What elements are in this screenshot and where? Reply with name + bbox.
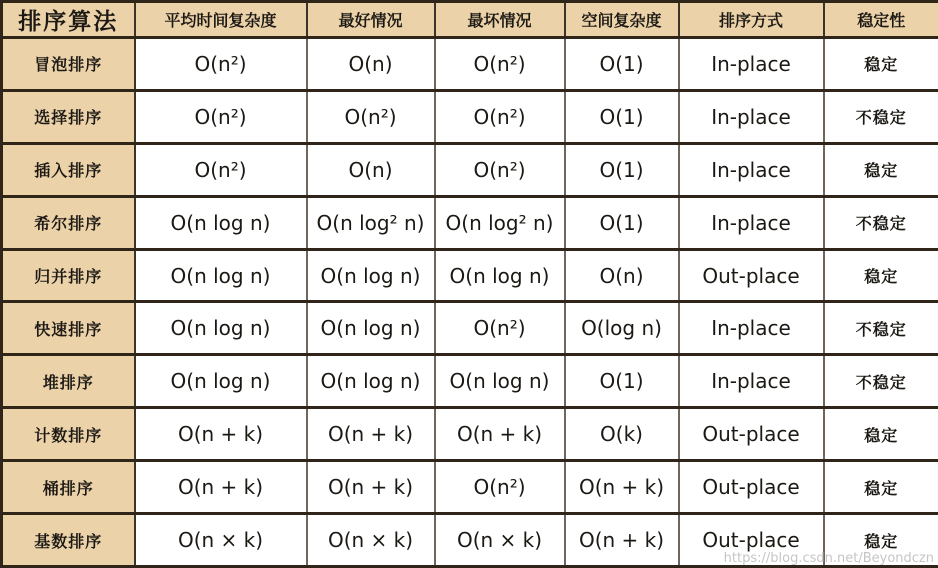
column-header-worst: 最坏情况 [435, 2, 565, 38]
cell-worst: O(n²) [435, 461, 565, 514]
cell-avg: O(n log n) [135, 196, 307, 249]
cell-stability: 稳定 [824, 461, 938, 514]
table-row [2, 514, 938, 567]
table-row [2, 355, 938, 408]
cell-stability: 稳定 [824, 38, 938, 91]
cell-stability: 稳定 [824, 143, 938, 196]
cell-method: Out-place [679, 249, 824, 302]
table-row [2, 38, 938, 91]
cell-name: 堆排序 [2, 355, 135, 408]
cell-avg: O(n²) [135, 143, 307, 196]
cell-best: O(n log² n) [307, 196, 435, 249]
cell-stability: 不稳定 [824, 355, 938, 408]
cell-space: O(1) [565, 143, 679, 196]
cell-best: O(n + k) [307, 461, 435, 514]
cell-avg: O(n²) [135, 38, 307, 91]
cell-worst: O(n²) [435, 302, 565, 355]
cell-worst: O(n log² n) [435, 196, 565, 249]
column-header-best: 最好情况 [307, 2, 435, 38]
cell-name: 希尔排序 [2, 196, 135, 249]
cell-name: 快速排序 [2, 302, 135, 355]
cell-worst: O(n × k) [435, 514, 565, 567]
cell-stability: 不稳定 [824, 196, 938, 249]
table-row [2, 408, 938, 461]
cell-avg: O(n × k) [135, 514, 307, 567]
table-row [2, 196, 938, 249]
cell-method: In-place [679, 302, 824, 355]
cell-worst: O(n²) [435, 38, 565, 91]
column-header-avg: 平均时间复杂度 [135, 2, 307, 38]
column-header-name: 排序算法 [2, 2, 135, 38]
cell-name: 冒泡排序 [2, 38, 135, 91]
watermark-url: https://blog.csdn.net/Beyondczn [723, 551, 934, 566]
cell-best: O(n) [307, 143, 435, 196]
table-body [2, 38, 938, 567]
cell-method: In-place [679, 38, 824, 91]
cell-method: Out-place [679, 461, 824, 514]
cell-space: O(1) [565, 355, 679, 408]
cell-name: 归并排序 [2, 249, 135, 302]
cell-best: O(n log n) [307, 355, 435, 408]
cell-name: 插入排序 [2, 143, 135, 196]
cell-space: O(n + k) [565, 461, 679, 514]
cell-worst: O(n²) [435, 143, 565, 196]
cell-avg: O(n + k) [135, 461, 307, 514]
header-row [2, 2, 938, 38]
cell-best: O(n + k) [307, 408, 435, 461]
cell-avg: O(n + k) [135, 408, 307, 461]
cell-method: In-place [679, 196, 824, 249]
cell-stability: 稳定 [824, 514, 938, 567]
table-row [2, 249, 938, 302]
cell-space: O(n) [565, 249, 679, 302]
cell-space: O(log n) [565, 302, 679, 355]
cell-best: O(n) [307, 38, 435, 91]
cell-worst: O(n + k) [435, 408, 565, 461]
cell-best: O(n log n) [307, 302, 435, 355]
cell-worst: O(n²) [435, 90, 565, 143]
cell-stability: 稳定 [824, 249, 938, 302]
cell-method: Out-place [679, 514, 824, 567]
cell-method: In-place [679, 355, 824, 408]
cell-name: 计数排序 [2, 408, 135, 461]
cell-worst: O(n log n) [435, 249, 565, 302]
cell-name: 基数排序 [2, 514, 135, 567]
cell-avg: O(n²) [135, 90, 307, 143]
table-row [2, 302, 938, 355]
column-header-method: 排序方式 [679, 2, 824, 38]
table-row [2, 143, 938, 196]
cell-space: O(n + k) [565, 514, 679, 567]
cell-stability: 不稳定 [824, 90, 938, 143]
cell-best: O(n²) [307, 90, 435, 143]
cell-method: In-place [679, 143, 824, 196]
cell-space: O(1) [565, 90, 679, 143]
cell-method: Out-place [679, 408, 824, 461]
column-header-space: 空间复杂度 [565, 2, 679, 38]
cell-method: In-place [679, 90, 824, 143]
cell-avg: O(n log n) [135, 302, 307, 355]
cell-space: O(k) [565, 408, 679, 461]
cell-best: O(n log n) [307, 249, 435, 302]
cell-worst: O(n log n) [435, 355, 565, 408]
cell-space: O(1) [565, 196, 679, 249]
cell-space: O(1) [565, 38, 679, 91]
table-row [2, 461, 938, 514]
cell-name: 选择排序 [2, 90, 135, 143]
cell-stability: 不稳定 [824, 302, 938, 355]
cell-name: 桶排序 [2, 461, 135, 514]
column-header-stability: 稳定性 [824, 2, 938, 38]
cell-avg: O(n log n) [135, 355, 307, 408]
cell-best: O(n × k) [307, 514, 435, 567]
cell-avg: O(n log n) [135, 249, 307, 302]
cell-stability: 稳定 [824, 408, 938, 461]
table-row [2, 90, 938, 143]
